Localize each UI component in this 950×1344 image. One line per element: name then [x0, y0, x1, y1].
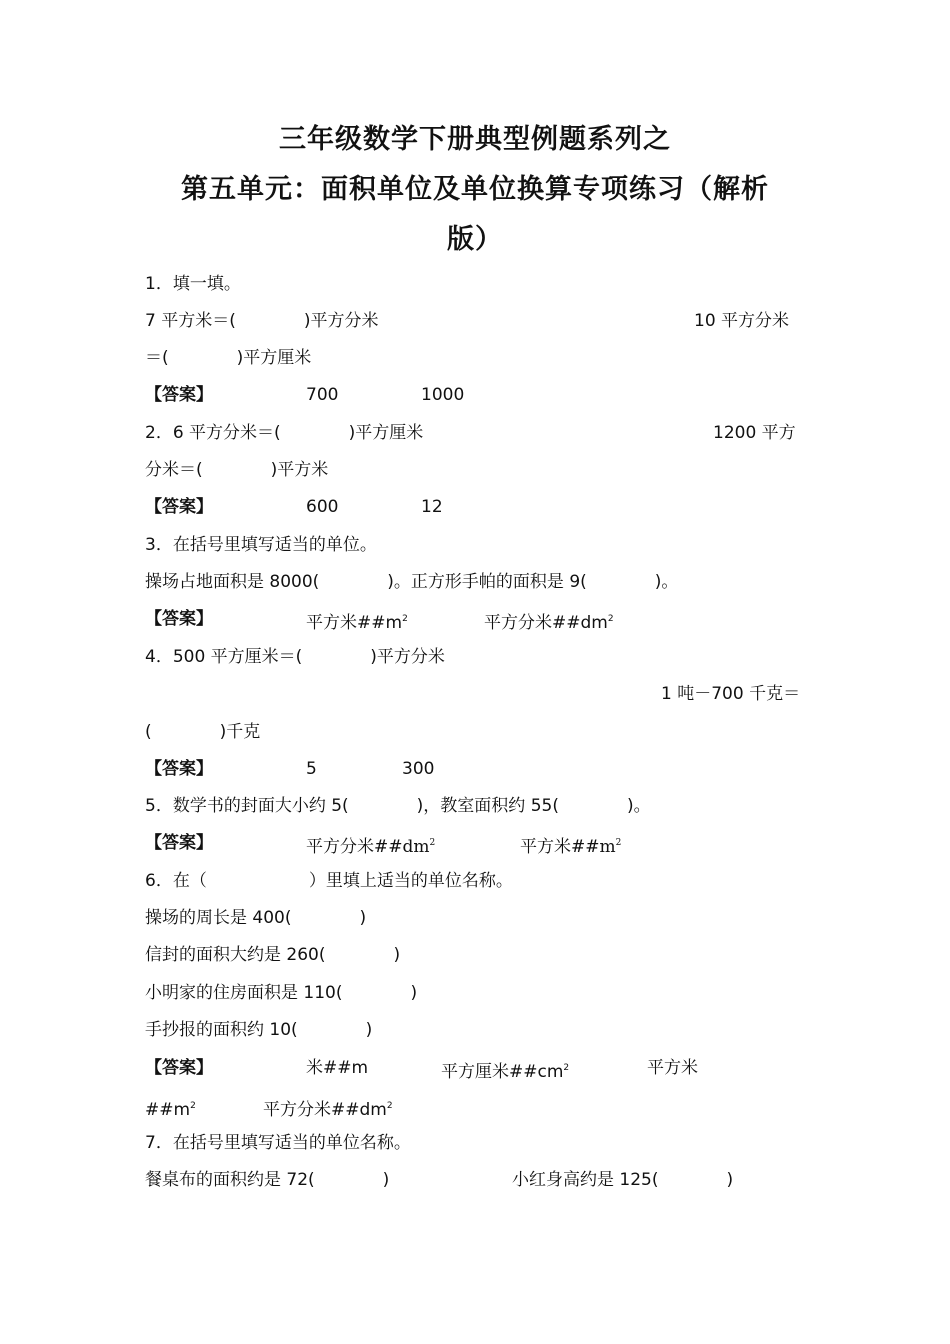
q1-answer-1: 700 [306, 385, 339, 405]
q4-answer-2: 300 [402, 759, 435, 779]
q3-header: 3．在括号里填写适当的单位。 [145, 535, 377, 555]
q6-header: 6．在（ ）里填上适当的单位名称。 [145, 871, 513, 891]
q2-line2: 分米＝( )平方米 [145, 460, 329, 480]
doc-title-line-2: 第五单元：面积单位及单位换算专项练习（解析 [181, 174, 769, 205]
q3-answer-label: 【答案】 [145, 609, 213, 629]
q3-answer-1: 平方米$\#\#m^2$ [306, 613, 408, 633]
q6-answer-label: 【答案】 [145, 1058, 213, 1078]
q6-answer-3: 平方米 [647, 1058, 698, 1078]
doc-title-line-1: 三年级数学下册典型例题系列之 [279, 124, 671, 155]
q6-answer-1: 米##m [306, 1058, 369, 1078]
q7-header: 7．在括号里填写适当的单位名称。 [145, 1133, 411, 1153]
q4-answer-1: 5 [306, 759, 317, 779]
q7-line1-right: 小红身高约是 125( ) [512, 1170, 734, 1190]
q6-line-1: 操场的周长是 400( ) [145, 908, 367, 928]
q3-answer-2: 平方分米$\#\#dm^2$ [484, 613, 614, 633]
q4-answer-label: 【答案】 [145, 759, 213, 779]
q6-answer-2: 平方厘米$\#\#cm^2$ [441, 1062, 570, 1082]
q3-line1: 操场占地面积是 8000( )。正方形手帕的面积是 9( )。 [145, 572, 679, 592]
q2-line1-left: 2．6 平方分米＝( )平方厘米 [145, 423, 424, 443]
q6-line-2: 信封的面积大约是 260( ) [145, 945, 401, 965]
q4-line3: ( )千克 [145, 722, 261, 742]
q1-answer-2: 1000 [421, 385, 465, 405]
q6-line-4: 手抄报的面积约 10( ) [145, 1020, 373, 1040]
q6-answer-3-unit: $\#\#m^2$ [145, 1100, 196, 1120]
q2-answer-1: 600 [306, 497, 339, 517]
q2-line1-right: 1200 平方 [713, 423, 796, 443]
q5-answer-label: 【答案】 [145, 833, 213, 853]
q1-answer-label: 【答案】 [145, 385, 213, 405]
q1-line1-left: 7 平方米＝( )平方分米 [145, 311, 379, 331]
q2-answer-2: 12 [421, 497, 443, 517]
q7-line1-left: 餐桌布的面积约是 72( ) [145, 1170, 390, 1190]
q4-line1: 4．500 平方厘米＝( )平方分米 [145, 647, 445, 667]
doc-title-line-3: 版） [447, 224, 503, 255]
q5-answer-2: 平方米$\#\#m^2$ [520, 837, 622, 857]
q4-line2-right: 1 吨－700 千克＝ [661, 684, 801, 704]
q5-answer-1: 平方分米$\#\#dm^2$ [306, 837, 436, 857]
q6-answer-4: 平方分米$\#\#dm^2$ [263, 1100, 393, 1120]
q1-line1-right: 10 平方分米 [694, 311, 790, 331]
q2-answer-label: 【答案】 [145, 497, 213, 517]
q1-line2: ＝( )平方厘米 [145, 348, 312, 368]
q6-line-3: 小明家的住房面积是 110( ) [145, 983, 418, 1003]
q5-line1: 5．数学书的封面大小约 5( )，教室面积约 55( )。 [145, 796, 651, 816]
q1-header: 1．填一填。 [145, 274, 241, 294]
